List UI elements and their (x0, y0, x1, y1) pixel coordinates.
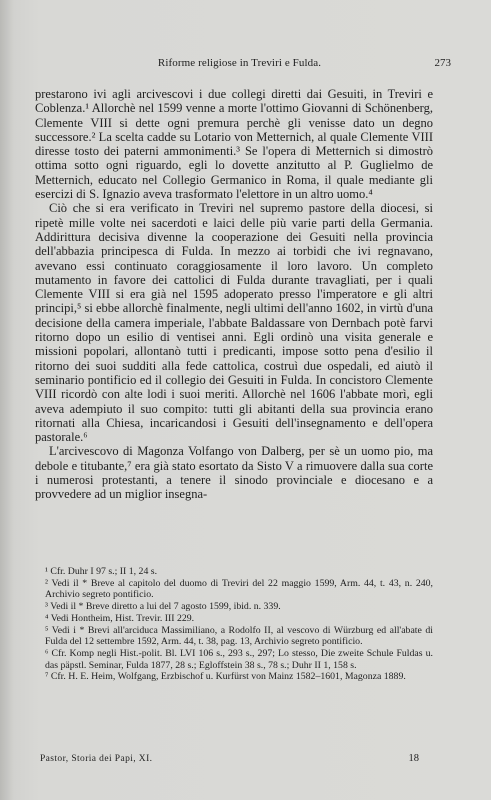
footnote: ⁷ Cfr. H. E. Heim, Wolfgang, Erzbischof u. Kurfürst von Mainz 1582–1601, Magonza 1889. (45, 671, 406, 683)
page-number: 273 (434, 57, 451, 69)
signature-mark: 18 (408, 753, 419, 764)
main-text (35, 87, 433, 502)
footnote: ³ Vedi il * Breve diretto a lui del 7 agosto 1599, ibid. n. 339. (45, 601, 281, 613)
footnote: ⁴ Vedi Hontheim, Hist. Trevir. III 229. (45, 612, 195, 624)
footnote: ² Vedi il * Breve al capitolo del duomo di Treviri del 22 maggio 1599, Arm. 44, t. 43, n. 240, Archivio segreto pontificio. (45, 577, 433, 601)
footnote: ⁶ Cfr. Komp negli Hist.-polit. Bl. LVI 106 s., 293 s., 297; Lo stesso, Die zweite Schule Fuldas u. das päpstl. Seminar, Fulda 1877, 28 s.; Egloffstein 38 s., 78 s.; Duhr II 1, 158 s. (45, 647, 433, 671)
footnotes (35, 566, 433, 683)
paragraph: prestarono ivi agli arcivescovi i due collegi diretti dai Gesuiti, in Treviri e Coblenza.¹ Allorchè nel 1599 venne a morte l'ottimo Giovanni di Schönenberg, Clemente VIII si dette ogni premura perchè gli venisse dato un degno successore.² La scelta cadde su Lotario von Metternich, al quale Clemente VIII diresse tosto dei paterni ammonimenti.³ Se l'opera di Metternich si dimostrò ottima sotto ogni riguardo, egli lo dovette anzitutto al P. Guglielmo de Metternich, educato nel Collegio Germanico in Roma, il quale mediante gli esercizi di S. Ignazio aveva trasformato l'elettore in un altro uomo.⁴ (35, 87, 433, 202)
running-title: Riforme religiose in Treviri e Fulda. (157, 57, 322, 69)
page-header (28, 55, 451, 71)
book-title: Pastor, Storia dei Papi, XI. (40, 754, 153, 764)
paragraph: L'arcivescovo di Magonza Volfango von Dalberg, per sè un uomo pio, ma debole e titubante,⁷ era già stato esortato da Sisto V a rimuovere dalla sua corte i numerosi protestanti, a tenere il sinodo provinciale e diocesano e a provvedere ad un miglior insegna- (35, 444, 433, 502)
footnote: ¹ Cfr. Duhr I 97 s.; II 1, 24 s. (45, 566, 158, 577)
paragraph: Ciò che si era verificato in Treviri nel supremo pastore della diocesi, si ripetè mille volte nei sacerdoti e laici delle più varie parti della Germania. Addirittura decisiva divenne la cooperazione dei Gesuiti nella provincia dell'abbazia principesca di Fulda. In mezzo ai torbidi che ivi regnavano, avevano essi continuato coraggiosamente il loro lavoro. Un completo mutamento in favore dei cattolici di Fulda durante travagliati, per i quali Clemente VIII si era già nel 1595 adoperato presso l'imperatore e gli altri principi,⁵ si ebbe allorchè finalmente, negli ultimi dell'anno 1602, in virtù d'una decisione della camera imperiale, l'abbate Baldassare von Dernbach potè farvi ritorno dopo un esilio di ventisei anni. Egli ordinò una visita generale e missioni popolari, allontanò tutti i predicanti, impose sotto pena d'esilio il ritorno dei suoi sudditi alla fede cattolica, costruì due ospedali, ed aiutò il seminario pontificio ed il collegio dei Gesuiti in Fulda. In concistoro Clemente VIII ricordò con alte lodi i suoi meriti. Allorchè nel 1606 l'abbate morì, egli aveva adempiuto il suo compito: tutti gli abitanti della sua provincia erano ritornati alla Chiesa, incaricandosi i Gesuiti dell'insegnamento e dell'opera pastorale.⁶ (35, 201, 433, 445)
page-footer (40, 752, 419, 766)
footnote: ⁵ Vedi i * Brevi all'arciduca Massimiliano, a Rodolfo II, al vescovo di Würzburg ed all'abate di Fulda del 12 settembre 1592, Arm. 44, t. 38, pag. 13, Archivio segreto pontificio. (45, 624, 433, 648)
